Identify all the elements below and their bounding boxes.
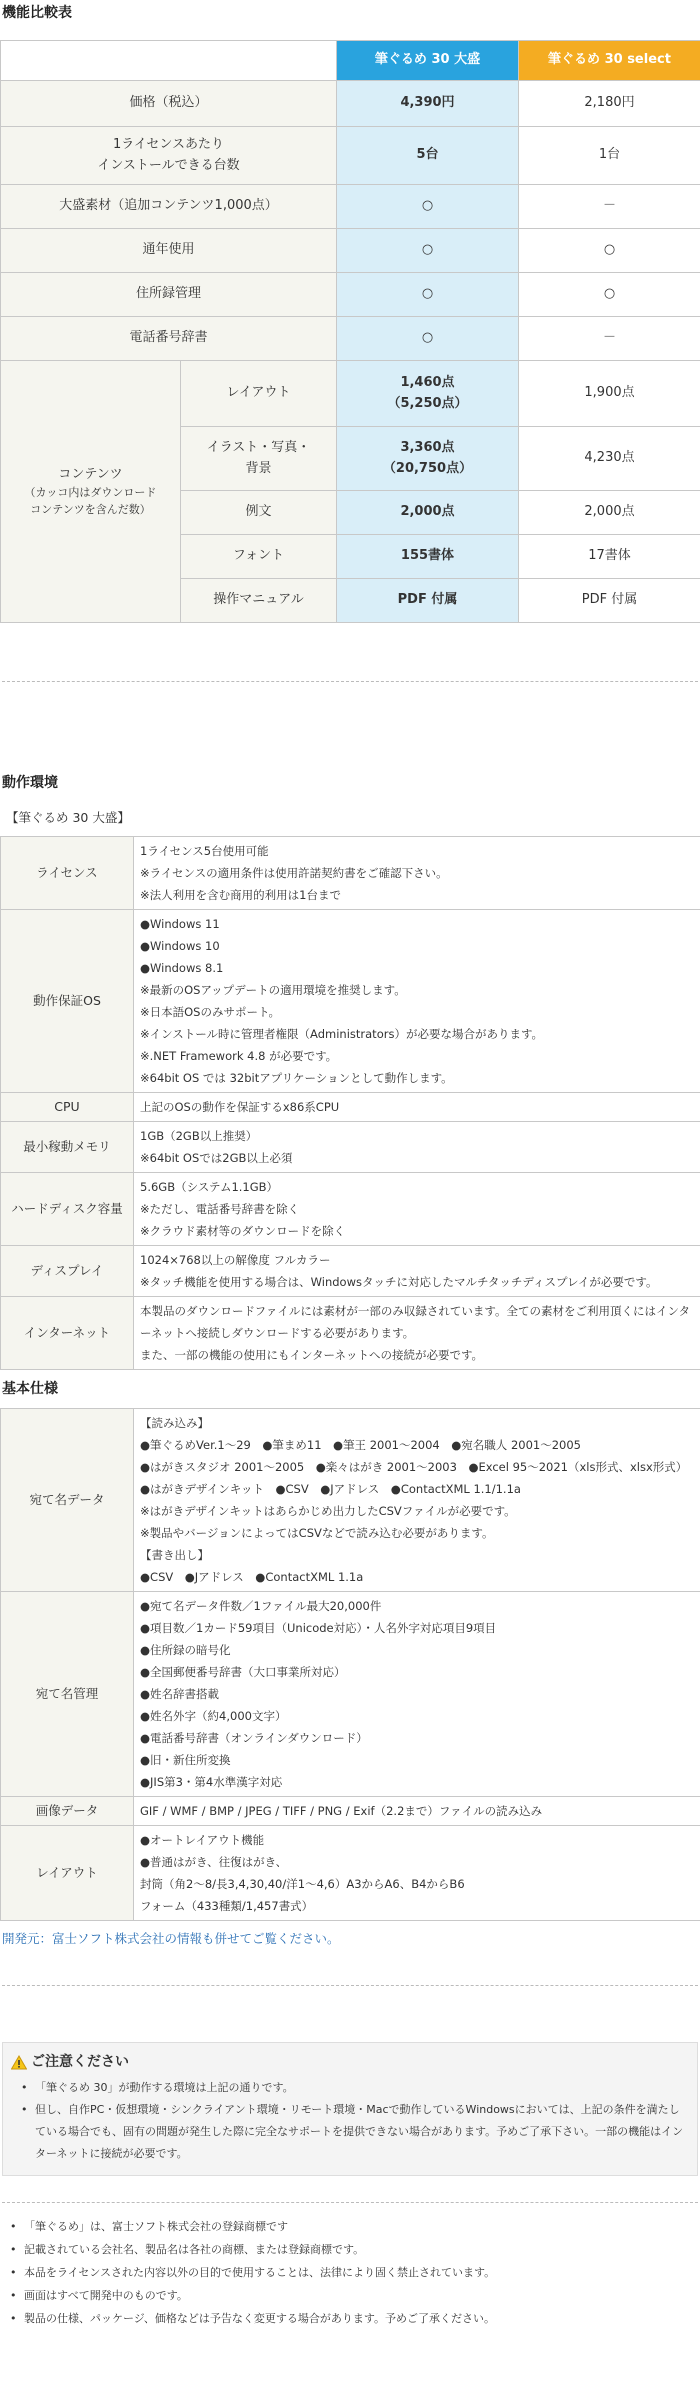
compare-value-oomori: ○ bbox=[337, 273, 519, 317]
compare-content-label: 例文 bbox=[181, 491, 337, 535]
env-value bbox=[134, 1297, 700, 1370]
env-value-line: ●Windows 10 bbox=[140, 939, 220, 953]
footnote-item: • 「筆ぐるめ」は、富士ソフト株式会社の登録商標です bbox=[10, 2215, 700, 2238]
compare-row-label: 1ライセンスあたり インストールできる台数 bbox=[1, 127, 337, 185]
spec-value-line: ●姓名外字（約4,000文字） bbox=[140, 1709, 287, 1723]
compare-row-label: 大盛素材（追加コンテンツ1,000点） bbox=[1, 185, 337, 229]
compare-content-row bbox=[1, 361, 700, 427]
compare-value-oomori: 3,360点 （20,750点） bbox=[337, 427, 519, 491]
env-value-line: ※64bit OS では 32bitアプリケーションとして動作します。 bbox=[140, 1071, 453, 1085]
spec-title: 基本仕様 bbox=[2, 1381, 58, 1397]
spec-value-line: ●項目数／1カード59項目（Unicode対応）・人名外字対応項目9項目 bbox=[140, 1621, 497, 1635]
spec-value-line: GIF / WMF / BMP / JPEG / TIFF / PNG / Exif（2.2まで）ファイルの読み込み bbox=[140, 1804, 543, 1818]
compare-content-label: イラスト・写真・ 背景 bbox=[181, 427, 337, 491]
env-value-line: ※ただし、電話番号辞書を除く bbox=[140, 1202, 300, 1216]
compare-value-select: 4,230点 bbox=[519, 427, 700, 491]
env-value-line: ●Windows 8.1 bbox=[140, 961, 224, 975]
compare-value-oomori: 1,460点 （5,250点） bbox=[337, 361, 519, 427]
spec-value bbox=[134, 1592, 700, 1797]
compare-row-label: 電話番号辞書 bbox=[1, 317, 337, 361]
compare-row bbox=[1, 229, 700, 273]
footnote-item: • 記載されている会社名、製品名は各社の商標、または登録商標です。 bbox=[10, 2238, 700, 2261]
compare-value-oomori: ○ bbox=[337, 229, 519, 273]
compare-table bbox=[0, 40, 700, 623]
compare-value-oomori: 155書体 bbox=[337, 535, 519, 579]
spec-value-line: ●はがきスタジオ 2001～2005 ●楽々はがき 2001～2003 ●Excel 95～2021（xls形式、xlsx形式）●はがきデザインキット ●CSV ●Jアドレス ●ContactXML 1.1/1.1a bbox=[140, 1460, 688, 1496]
spec-value-line: ●住所録の暗号化 bbox=[140, 1643, 231, 1657]
env-label: インターネット bbox=[1, 1297, 134, 1370]
env-subtitle: 【筆ぐるめ 30 大盛】 bbox=[6, 810, 130, 825]
compare-corner bbox=[1, 41, 337, 81]
env-value-line: ●Windows 11 bbox=[140, 917, 220, 931]
spec-label: レイアウト bbox=[1, 1826, 134, 1921]
compare-header-oomori: 筆ぐるめ 30 大盛 bbox=[337, 41, 519, 81]
env-value bbox=[134, 1093, 700, 1122]
spec-row bbox=[1, 1797, 700, 1826]
compare-value-oomori: 4,390円 bbox=[337, 81, 519, 127]
env-value-line: ※最新のOSアップデートの適用環境を推奨します。 bbox=[140, 983, 406, 997]
env-row bbox=[1, 1173, 700, 1246]
compare-value-oomori: ○ bbox=[337, 317, 519, 361]
env-label: ライセンス bbox=[1, 837, 134, 910]
spec-value-line: 封筒（角2～8/長3,4,30,40/洋1～4,6）A3からA6、B4からB6 bbox=[140, 1877, 465, 1891]
env-value bbox=[134, 1173, 700, 1246]
spec-value-line: ●全国郵便番号辞書（大口事業所対応） bbox=[140, 1665, 346, 1679]
env-value-line: 1GB（2GB以上推奨） bbox=[140, 1129, 258, 1143]
compare-value-select: － bbox=[519, 185, 700, 229]
env-label: 動作保証OS bbox=[1, 910, 134, 1093]
spec-section bbox=[0, 1376, 700, 1949]
compare-value-select: 2,000点 bbox=[519, 491, 700, 535]
env-value-line: ※ライセンスの適用条件は使用許諾契約書をご確認下さい。 bbox=[140, 866, 448, 880]
spec-value-line: ●宛て名データ件数／1ファイル最大20,000件 bbox=[140, 1599, 382, 1613]
footnote-item: • 製品の仕様、パッケージ、価格などは予告なく変更する場合があります。予めご了承ください。 bbox=[10, 2307, 700, 2330]
compare-header-select: 筆ぐるめ 30 select bbox=[519, 41, 700, 81]
compare-value-oomori: ○ bbox=[337, 185, 519, 229]
footnotes bbox=[0, 2215, 700, 2330]
compare-value-select: 1,900点 bbox=[519, 361, 700, 427]
spec-value-line: ※製品やバージョンによってはCSVなどで読み込む必要があります。 bbox=[140, 1526, 494, 1540]
compare-value-oomori: PDF 付属 bbox=[337, 579, 519, 623]
compare-row bbox=[1, 273, 700, 317]
env-value bbox=[134, 1246, 700, 1297]
contents-note: （カッコ内はダウンロード コンテンツを含んだ数） bbox=[24, 486, 157, 516]
spec-value-line: ●旧・新住所変換 bbox=[140, 1753, 231, 1767]
compare-value-select: 2,180円 bbox=[519, 81, 700, 127]
compare-row-label: 価格（税込） bbox=[1, 81, 337, 127]
spec-row bbox=[1, 1826, 700, 1921]
compare-value-select: 1台 bbox=[519, 127, 700, 185]
spec-value-line: ●CSV ●Jアドレス ●ContactXML 1.1a bbox=[140, 1570, 364, 1584]
env-value-line: ※.NET Framework 4.8 が必要です。 bbox=[140, 1049, 338, 1063]
env-label: CPU bbox=[1, 1093, 134, 1122]
env-value bbox=[134, 837, 700, 910]
env-label: ハードディスク容量 bbox=[1, 1173, 134, 1246]
env-label: 最小稼動メモリ bbox=[1, 1122, 134, 1173]
spec-value-line: ●JIS第3・第4水準漢字対応 bbox=[140, 1775, 283, 1789]
env-row bbox=[1, 1297, 700, 1370]
spec-label: 画像データ bbox=[1, 1797, 134, 1826]
compare-row bbox=[1, 81, 700, 127]
env-section bbox=[0, 770, 700, 1370]
spec-value bbox=[134, 1409, 700, 1592]
spec-value-line: ●オートレイアウト機能 bbox=[140, 1833, 265, 1847]
env-value-line: ※法人利用を含む商用的利用は1台まで bbox=[140, 888, 341, 902]
caution-title: ご注意ください bbox=[31, 2054, 129, 2070]
spec-value-line: ●普通はがき、往復はがき、 bbox=[140, 1855, 288, 1869]
contents-label: コンテンツ bbox=[58, 466, 123, 482]
spec-row bbox=[1, 1409, 700, 1592]
spec-label: 宛て名データ bbox=[1, 1409, 134, 1592]
env-value-line: 1ライセンス5台使用可能 bbox=[140, 844, 269, 858]
caution-list bbox=[11, 2073, 687, 2165]
footnote-item: • 本品をライセンスされた内容以外の目的で使用することは、法律により固く禁止されています。 bbox=[10, 2261, 700, 2284]
spec-value-line: ●姓名辞書搭載 bbox=[140, 1687, 220, 1701]
contents-label-cell bbox=[1, 361, 181, 623]
publisher-info-link[interactable]: 開発元：富士ソフト株式会社の情報も併せてご覧ください。 bbox=[2, 1931, 340, 1946]
caution-box bbox=[2, 2042, 698, 2176]
env-value-line: ※クラウド素材等のダウンロードを除く bbox=[140, 1224, 346, 1238]
footnote-item: • 画面はすべて開発中のものです。 bbox=[10, 2284, 700, 2307]
spec-row bbox=[1, 1592, 700, 1797]
env-value-line: ※64bit OSでは2GB以上必須 bbox=[140, 1151, 293, 1165]
compare-row-label: 住所録管理 bbox=[1, 273, 337, 317]
compare-value-select: － bbox=[519, 317, 700, 361]
compare-row bbox=[1, 127, 700, 185]
spec-value-line: フォーム（433種類/1,457書式） bbox=[140, 1899, 314, 1913]
env-value-line: ※タッチ機能を使用する場合は、Windowsタッチに対応したマルチタッチディスプレイが必要です。 bbox=[140, 1275, 658, 1289]
env-value bbox=[134, 1122, 700, 1173]
env-value-line: 5.6GB（システム1.1GB） bbox=[140, 1180, 279, 1194]
env-row bbox=[1, 837, 700, 910]
env-label: ディスプレイ bbox=[1, 1246, 134, 1297]
compare-value-select: 17書体 bbox=[519, 535, 700, 579]
env-row bbox=[1, 1122, 700, 1173]
env-row bbox=[1, 1093, 700, 1122]
compare-row bbox=[1, 317, 700, 361]
env-row bbox=[1, 1246, 700, 1297]
compare-value-select: PDF 付属 bbox=[519, 579, 700, 623]
spec-value-line: 【書き出し】 bbox=[140, 1548, 209, 1562]
env-table bbox=[0, 836, 700, 1370]
env-value-line: 1024×768以上の解像度 フルカラー bbox=[140, 1253, 331, 1267]
compare-title: 機能比較表 bbox=[2, 5, 72, 21]
spec-value-line: ※はがきデザインキットはあらかじめ出力したCSVファイルが必要です。 bbox=[140, 1504, 516, 1518]
env-value-line: また、一部の機能の使用にもインターネットへの接続が必要です。 bbox=[140, 1348, 484, 1362]
env-value-line: ※インストール時に管理者権限（Administrators）が必要な場合があります。 bbox=[140, 1027, 544, 1041]
compare-content-label: 操作マニュアル bbox=[181, 579, 337, 623]
env-title: 動作環境 bbox=[2, 775, 58, 791]
env-value-line: 上記のOSの動作を保証するx86系CPU bbox=[140, 1100, 340, 1114]
compare-row bbox=[1, 185, 700, 229]
env-row bbox=[1, 910, 700, 1093]
compare-row-label: 通年使用 bbox=[1, 229, 337, 273]
spec-value bbox=[134, 1797, 700, 1826]
caution-item: • 但し、自作PC・仮想環境・シンクライアント環境・リモート環境・Macで動作しているWindowsにおいては、上記の条件を満たしている場合でも、固有の問題が発生した際に完全なサポートを提供できない場合があります。予めご了承下さい。一部の機能はインターネットに接続が必要です。 bbox=[21, 2099, 687, 2165]
compare-content-label: レイアウト bbox=[181, 361, 337, 427]
env-value-line: 本製品のダウンロードファイルには素材が一部のみ収録されています。全ての素材をご利用頂くにはインターネットへ接続しダウンロードする必要があります。 bbox=[140, 1304, 691, 1340]
spec-table bbox=[0, 1408, 700, 1921]
env-value bbox=[134, 910, 700, 1093]
warning-icon bbox=[11, 2055, 27, 2070]
compare-value-select: ○ bbox=[519, 229, 700, 273]
compare-value-oomori: 2,000点 bbox=[337, 491, 519, 535]
caution-item: • 「筆ぐるめ 30」が動作する環境は上記の通りです。 bbox=[21, 2077, 687, 2099]
spec-value-line: ●電話番号辞書（オンラインダウンロード） bbox=[140, 1731, 368, 1745]
compare-content-label: フォント bbox=[181, 535, 337, 579]
env-value-line: ※日本語OSのみサポート。 bbox=[140, 1005, 280, 1019]
spec-value-line: 【読み込み】 bbox=[140, 1416, 209, 1430]
spec-label: 宛て名管理 bbox=[1, 1592, 134, 1797]
spec-value-line: ●筆ぐるめVer.1～29 ●筆まめ11 ●筆王 2001～2004 ●宛名職人 2001～2005 bbox=[140, 1438, 581, 1452]
compare-section bbox=[0, 0, 700, 623]
compare-value-oomori: 5台 bbox=[337, 127, 519, 185]
compare-value-select: ○ bbox=[519, 273, 700, 317]
spec-value bbox=[134, 1826, 700, 1921]
